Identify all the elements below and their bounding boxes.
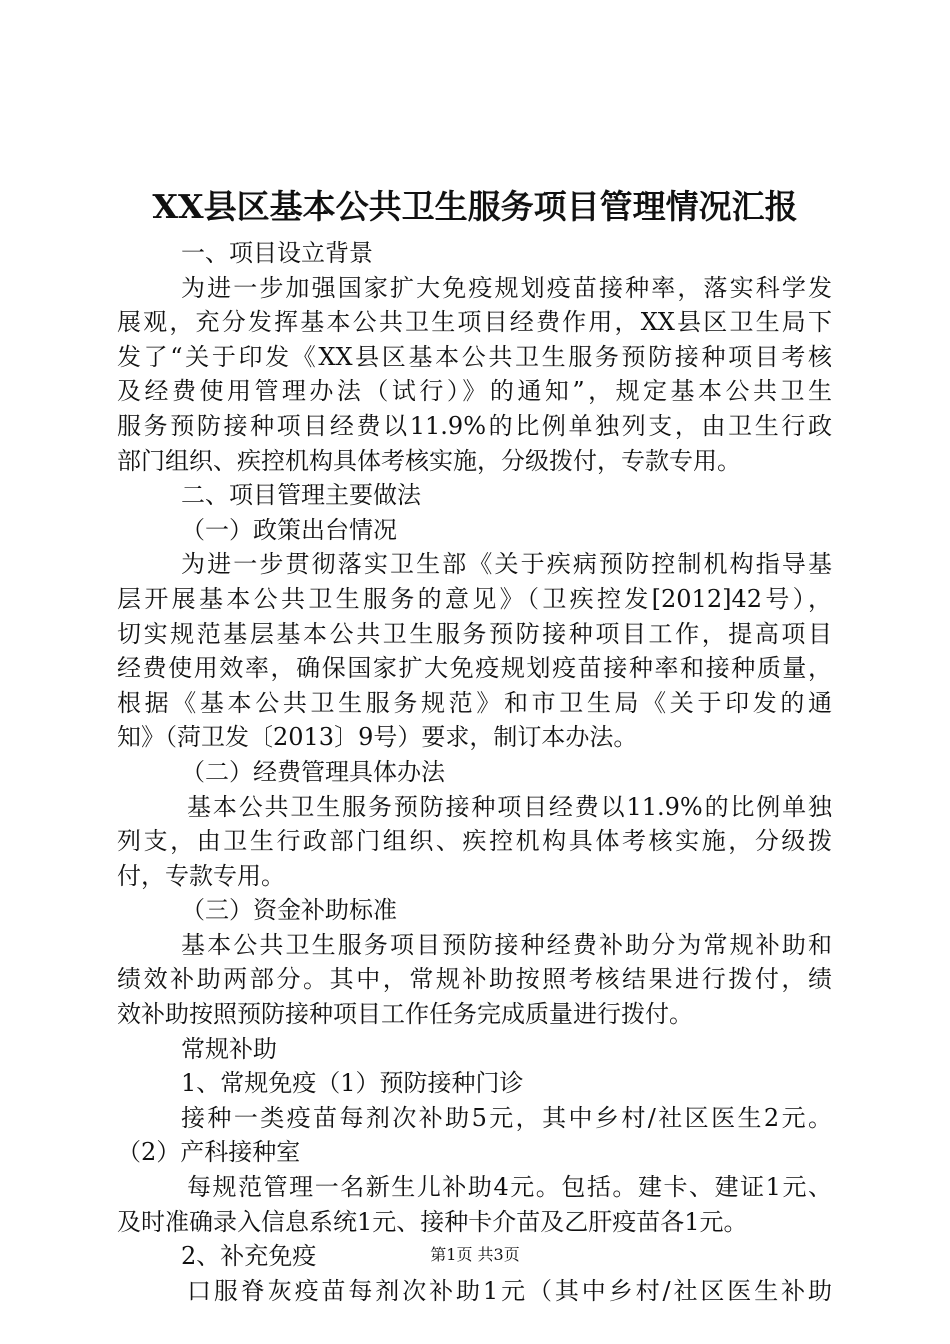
paragraph-line: 切实规范基层基本公共卫生服务预防接种项目工作，提高项目	[117, 619, 832, 648]
paragraph-line: 列支，由卫生行政部门组织、疾控机构具体考核实施，分级拨	[117, 827, 832, 856]
subsection-heading: （三）资金补助标准	[181, 896, 397, 925]
page-footer: 第1页 共3页	[430, 1245, 520, 1264]
paragraph-line: 基本公共卫生服务预防接种项目经费以11.9%的比例单独	[187, 792, 832, 821]
paragraph-line: 展观，充分发挥基本公共卫生项目经费作用，XX县区卫生局下	[117, 308, 832, 337]
item-heading: 2、补充免疫	[181, 1242, 317, 1271]
paragraph-line: 为进一步贯彻落实卫生部《关于疾病预防控制机构指导基	[181, 550, 832, 579]
item-heading: 1、常规免疫（1）预防接种门诊	[181, 1069, 524, 1098]
paragraph-line: 服务预防接种项目经费以11.9%的比例单独列支，由卫生行政	[117, 411, 832, 440]
paragraph-line: 层开展基本公共卫生服务的意见》（卫疾控发[2012]42号），	[117, 584, 832, 613]
paragraph-line: 根据《基本公共卫生服务规范》和市卫生局《关于印发的通	[117, 688, 832, 717]
paragraph-line: 及时准确录入信息系统1元、接种卡介苗及乙肝疫苗各1元。	[117, 1207, 748, 1236]
paragraph-line: 为进一步加强国家扩大免疫规划疫苗接种率，落实科学发	[181, 273, 832, 302]
paragraph-line: 绩效补助两部分。其中，常规补助按照考核结果进行拨付，绩	[117, 965, 832, 994]
paragraph-line: 知》（菏卫发〔2013〕9号）要求，制订本办法。	[117, 723, 638, 752]
section-heading-2: 二、项目管理主要做法	[181, 481, 421, 510]
section-heading-1: 一、项目设立背景	[181, 239, 373, 267]
paragraph-line: 基本公共卫生服务项目预防接种经费补助分为常规补助和	[181, 930, 832, 959]
paragraph-line: 部门组织、疾控机构具体考核实施，分级拨付，专款专用。	[117, 446, 741, 475]
paragraph-line: 发了“关于印发《XX县区基本公共卫生服务预防接种项目考核	[117, 342, 832, 371]
item-heading: 常规补助	[181, 1034, 277, 1063]
subsection-heading: （一）政策出台情况	[181, 515, 397, 544]
paragraph-line: 经费使用效率，确保国家扩大免疫规划疫苗接种率和接种质量，	[117, 654, 832, 683]
paragraph-line: 付，专款专用。	[117, 861, 285, 890]
paragraph-line: 及经费使用管理办法（试行）》的通知”，规定基本公共卫生	[117, 377, 832, 406]
paragraph-line: 效补助按照预防接种项目工作任务完成质量进行拨付。	[117, 1000, 693, 1029]
item-heading: （2）产科接种室	[117, 1138, 301, 1167]
document-body	[117, 236, 832, 1308]
paragraph-line: 每规范管理一名新生儿补助4元。包括。建卡、建证1元、	[187, 1173, 832, 1202]
subsection-heading: （二）经费管理具体办法	[181, 757, 445, 786]
document-title: XX县区基本公共卫生服务项目管理情况汇报	[152, 187, 798, 226]
paragraph-line: 口服脊灰疫苗每剂次补助1元（其中乡村/社区医生补助	[187, 1276, 832, 1305]
paragraph-line: 接种一类疫苗每剂次补助5元，其中乡村/社区医生2元。	[181, 1103, 832, 1132]
